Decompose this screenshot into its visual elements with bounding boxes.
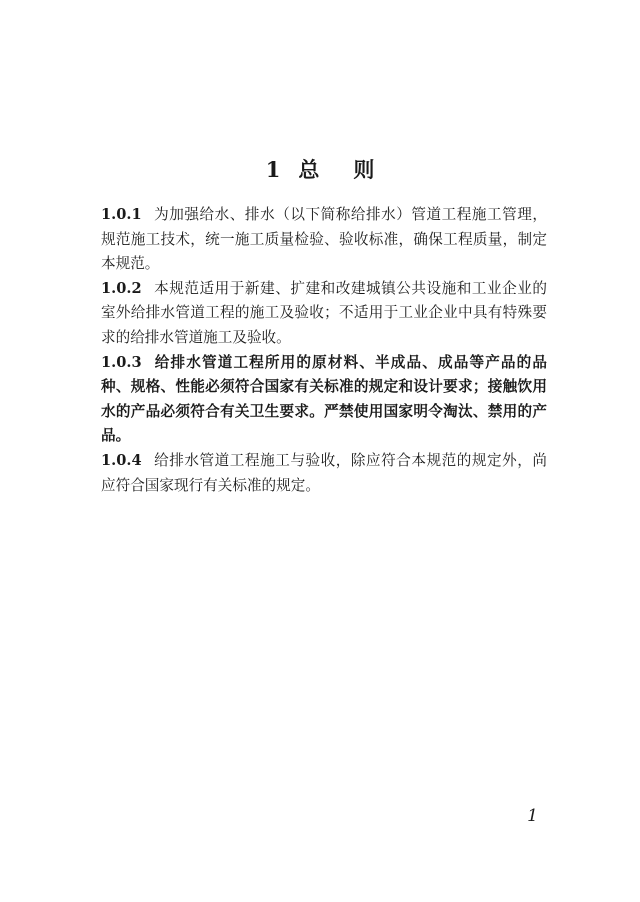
clause-number: 1.0.2	[101, 279, 142, 297]
chapter-title-char-2: 则	[353, 157, 375, 183]
clause-1-0-1	[101, 203, 547, 277]
clause-1-0-3	[101, 351, 547, 449]
clause-number: 1.0.1	[101, 206, 142, 223]
clause-text: 为加强给水、排水（以下简称给排水）管道工程施工管理，规范施工技术，统一施工质量检验、验收标准，确保工程质量，制定本规范。	[101, 206, 547, 273]
chapter-number: 1	[265, 157, 281, 183]
clause-text: 本规范适用于新建、扩建和改建城镇公共设施和工业企业的室外给排水管道工程的施工及验收；不适用于工业企业中具有特殊要求的给排水管道施工及验收。	[101, 279, 547, 346]
clause-number: 1.0.3	[101, 353, 142, 371]
clause-text: 给排水管道工程所用的原材料、半成品、成品等产品的品种、规格、性能必须符合国家有关标准的规定和设计要求；接触饮用水的产品必须符合有关卫生要求。严禁使用国家明令淘汰、禁用的产品。	[101, 353, 547, 445]
chapter-title	[0, 154, 640, 184]
clause-text: 给排水管道工程施工与验收，除应符合本规范的规定外，尚应符合国家现行有关标准的规定。	[101, 451, 547, 494]
clause-1-0-2	[101, 277, 547, 351]
clause-number: 1.0.4	[101, 451, 142, 469]
chapter-body	[101, 203, 547, 498]
chapter-title-char-1: 总	[298, 157, 320, 183]
page-number: 1	[527, 806, 538, 826]
clause-1-0-4	[101, 449, 547, 498]
